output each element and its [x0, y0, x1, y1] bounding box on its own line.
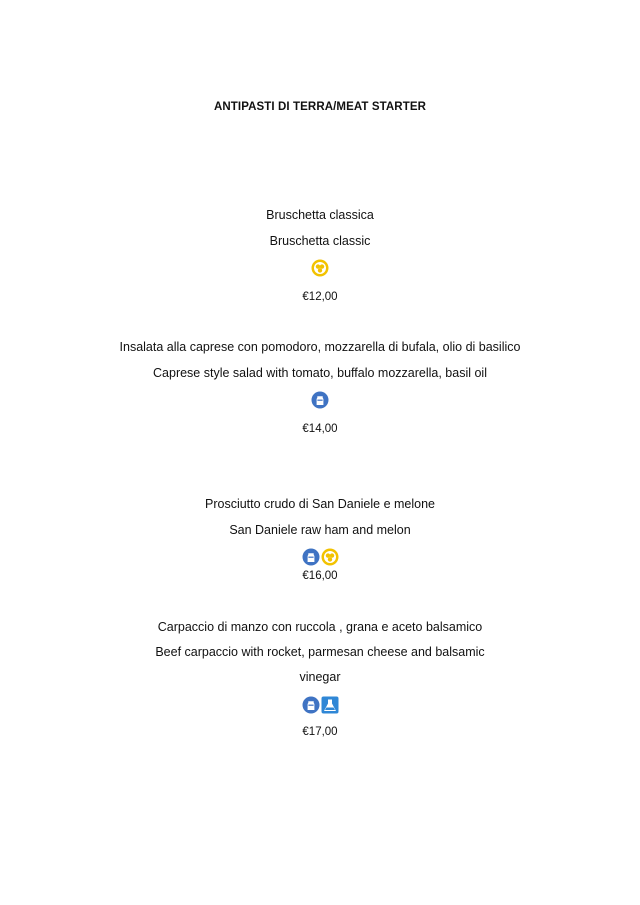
allergen-icons	[0, 696, 640, 714]
item-name-english: Beef carpaccio with rocket, parmesan cheese and balsamic	[155, 645, 485, 659]
milk-icon	[311, 391, 329, 409]
item-name-english: Caprese style salad with tomato, buffalo mozzarella, basil oil	[153, 366, 487, 380]
allergen-icons	[0, 391, 640, 409]
item-name-italian: Prosciutto crudo di San Daniele e melone	[205, 497, 435, 511]
allergen-icons	[0, 259, 640, 277]
sulphites-icon	[311, 259, 329, 277]
item-name-italian: Bruschetta classica	[266, 208, 374, 222]
item-name-english: Bruschetta classic	[269, 234, 371, 248]
item-price: €16,00	[302, 570, 338, 582]
sulphites-icon	[321, 548, 339, 566]
lupin-icon	[321, 696, 339, 714]
item-price: €14,00	[302, 423, 338, 435]
item-price: €12,00	[302, 291, 338, 303]
item-price: €17,00	[302, 726, 338, 738]
milk-icon	[302, 696, 320, 714]
item-name-italian: Insalata alla caprese con pomodoro, mozzarella di bufala, olio di basilico	[119, 340, 521, 354]
allergen-icons	[0, 548, 640, 566]
page-title: ANTIPASTI DI TERRA/MEAT STARTER	[213, 101, 426, 113]
item-name-english: San Daniele raw ham and melon	[229, 523, 411, 537]
milk-icon	[302, 548, 320, 566]
item-name-italian: Carpaccio di manzo con ruccola , grana e aceto balsamico	[157, 620, 483, 634]
item-name-english-continued: vinegar	[299, 670, 341, 684]
